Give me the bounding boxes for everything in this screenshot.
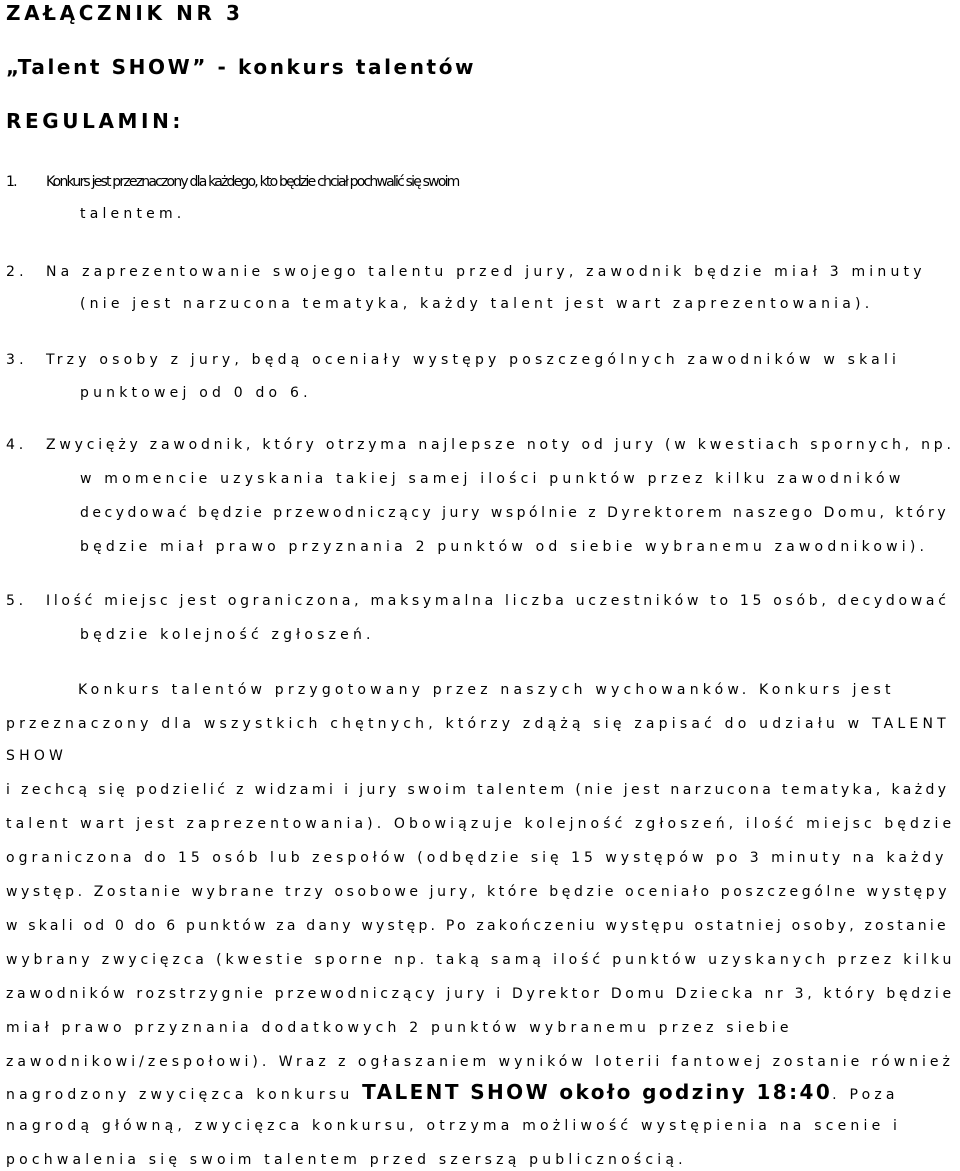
rule-number: 4. — [6, 437, 27, 453]
rule-number: 3. — [6, 352, 28, 368]
rule-5-cont: będzie kolejność zgłoszeń. — [80, 627, 375, 643]
paragraph-line-7: występ. Zostanie wybrane trzy osobowe jury, które będzie oceniało poszczególne występy — [6, 884, 951, 900]
rule-1-cont: talentem. — [80, 206, 186, 222]
line-text: . Poza — [832, 1087, 899, 1103]
paragraph-line-1: Konkurs talentów przygotowany przez naszych wychowanków. Konkurs jest — [78, 682, 895, 698]
paragraph-line-11: miał prawo przyznania dodatkowych 2 punktów wybranemu przez siebie — [6, 1020, 793, 1036]
page-title: „Talent SHOW” - konkurs talentów — [6, 55, 477, 79]
paragraph-line-2: przeznaczony dla wszystkich chętnych, którzy zdążą się zapisać do udziału w TALENT — [6, 716, 950, 732]
rule-5 — [6, 592, 950, 610]
line-text: nagrodzony zwycięzca konkursu — [6, 1087, 354, 1103]
rule-text: Zwycięży zawodnik, który otrzyma najlepsze noty od jury (w kwestiach spornych, np. — [46, 437, 955, 453]
rule-4 — [6, 436, 955, 454]
rule-1 — [6, 173, 958, 191]
regulamin-heading: REGULAMIN: — [6, 109, 185, 133]
paragraph-line-15: pochwalenia się swoim talentem przed szerszą publicznością. — [6, 1152, 687, 1168]
rule-4-cont-3: będzie miał prawo przyznania 2 punktów od siebie wybranemu zawodnikowi). — [80, 539, 929, 555]
paragraph-line-6: ograniczona do 15 osób lub zespołów (odbędzie się 15 występów po 3 minuty na każdy — [6, 850, 948, 866]
rule-3 — [6, 351, 901, 369]
paragraph-line-9: wybrany zwycięzca (kwestie sporne np. taką samą ilość punktów uzyskanych przez kilku — [6, 952, 956, 968]
rule-2 — [6, 263, 926, 281]
paragraph-line-14: nagrodą główną, zwycięzca konkursu, otrzyma możliwość występienia na scenie i — [6, 1118, 902, 1134]
paragraph-line-5: talent wart jest zaprezentowania). Obowiązuje kolejność zgłoszeń, ilość miejsc będzie — [6, 816, 956, 832]
rule-text: Na zaprezentowanie swojego talentu przed jury, zawodnik będzie miał 3 minuty — [46, 264, 926, 280]
rule-2-cont: (nie jest narzucona tematyka, każdy talent jest wart zaprezentowania). — [80, 296, 874, 312]
paragraph-line-4: i zechcą się podzielić z widzami i jury swoim talentem (nie jest narzucona tematyka, każdy — [6, 782, 950, 798]
rule-number: 5. — [6, 593, 27, 609]
paragraph-line-13 — [6, 1080, 899, 1104]
rule-text: Konkurs jest przeznaczony dla każdego, kto będzie chciał pochwalić się swoim — [46, 174, 459, 190]
rule-number: 2. — [6, 264, 28, 280]
rule-4-cont-1: w momencie uzyskania takiej samej ilości punktów przez kilku zawodników — [80, 471, 905, 487]
event-highlight: TALENT SHOW około godziny 18:40 — [362, 1080, 833, 1104]
rule-text: Ilość miejsc jest ograniczona, maksymalna liczba uczestników to 15 osób, decydować — [46, 593, 950, 609]
rule-4-cont-2: decydować będzie przewodniczący jury wspólnie z Dyrektorem naszego Domu, który — [80, 505, 950, 521]
rule-3-cont: punktowej od 0 do 6. — [80, 385, 312, 401]
paragraph-line-8: w skali od 0 do 6 punktów za dany występ. Po zakończeniu występu ostatniej osoby, zostanie — [6, 918, 949, 934]
paragraph-line-10: zawodników rozstrzygnie przewodniczący jury i Dyrektor Domu Dziecka nr 3, który będzie — [6, 986, 955, 1002]
paragraph-line-12: zawodnikowi/zespołowi). Wraz z ogłaszaniem wyników loterii fantowej zostanie również — [6, 1054, 954, 1070]
annex-heading: ZAŁĄCZNIK NR 3 — [6, 1, 244, 25]
rule-text: Trzy osoby z jury, będą oceniały występy poszczególnych zawodników w skali — [46, 352, 901, 368]
rule-number: 1. — [6, 174, 16, 190]
paragraph-line-3: SHOW — [6, 748, 68, 764]
